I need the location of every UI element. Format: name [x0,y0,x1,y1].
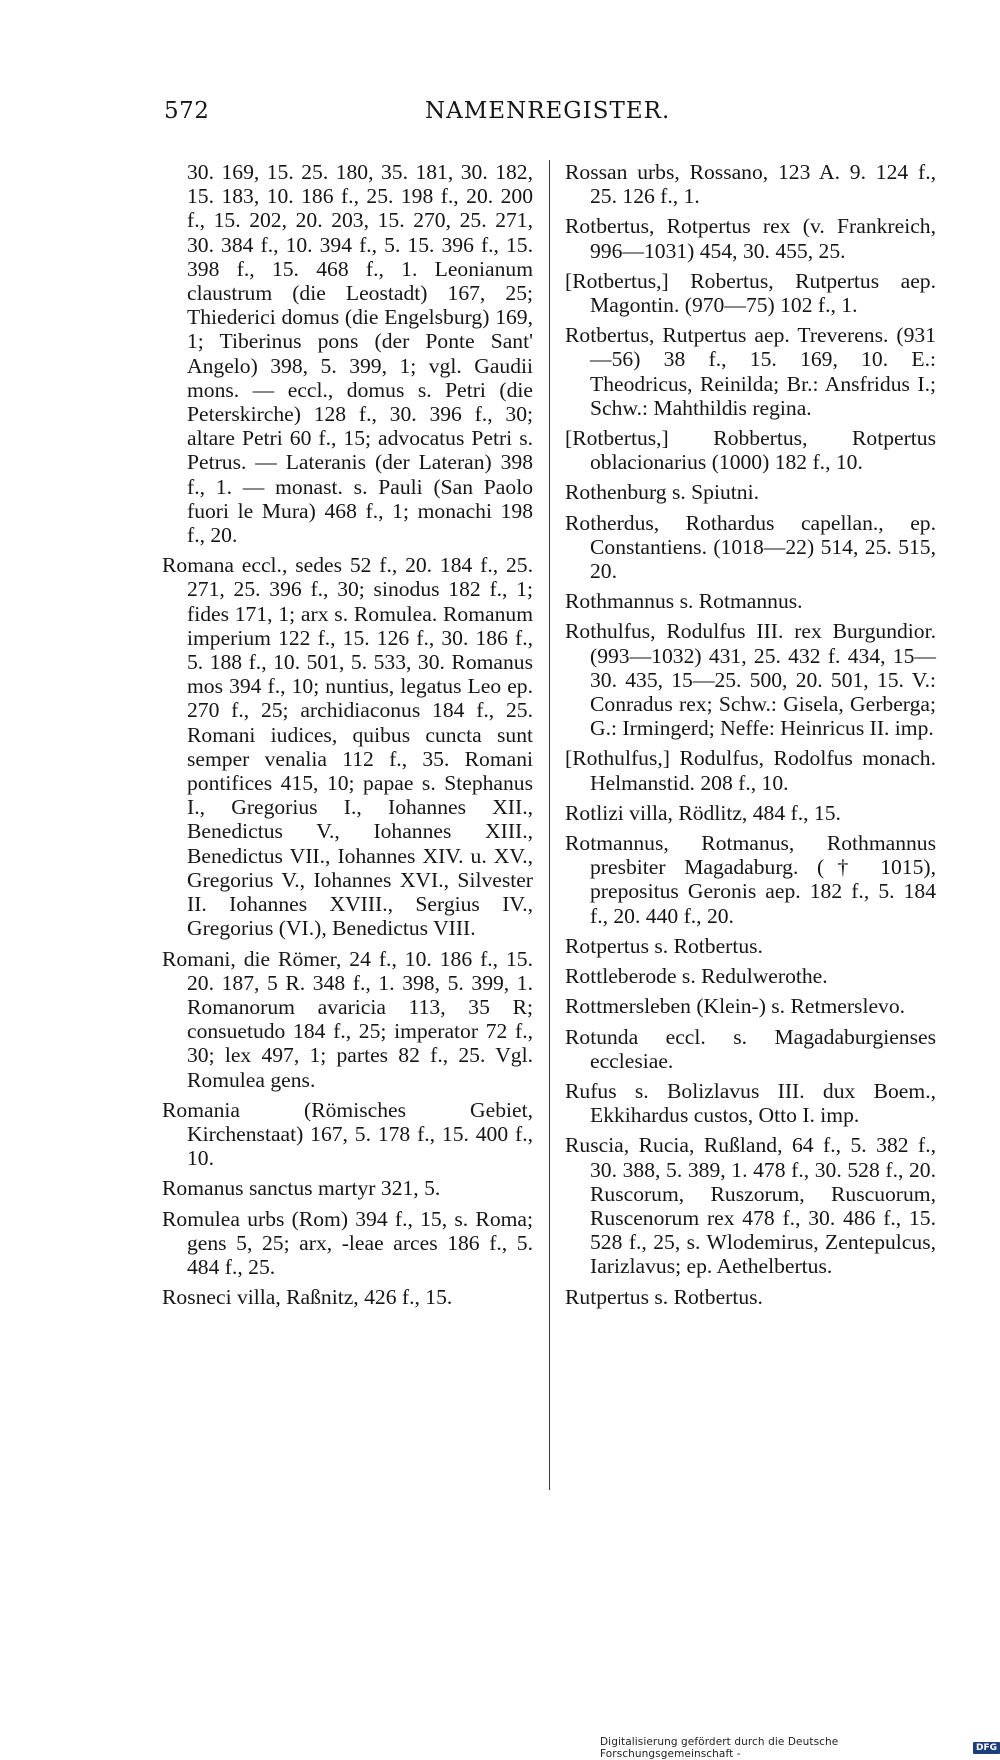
index-entry: Rotmannus, Rotmanus, Rothmannus presbiter Magadaburg. († 1015), prepositus Geronis aep. 182 f., 5. 184 f., 20. 440 f., 20. [565,831,936,928]
index-entry: Rotlizi villa, Rödlitz, 484 f., 15. [565,800,841,825]
index-entry: [Rotbertus,] Robbertus, Rotpertus oblacionarius (1000) 182 f., 10. [565,426,936,475]
index-entry: Romulea urbs (Rom) 394 f., 15, s. Roma; gens 5, 25; arx, -leae arces 186 f., 5. 484 f., 25. [162,1206,533,1279]
index-entry: Ruscia, Rucia, Rußland, 64 f., 5. 382 f., 30. 388, 5. 389, 1. 478 f., 30. 528 f., 20. Ruscorum, Ruszorum, Ruscuorum, Ruscenorum rex 478 f., 30. 486 f., 15. 528 f., 25, s. Wlodemirus, Zentepulcus, Iarizlavus; ep. Aethelbertus. [565,1133,936,1279]
index-entry: Romana eccl., sedes 52 f., 20. 184 f., 25. 271, 25. 396 f., 30; sinodus 182 f., 1; fides 171, 1; arx s. Romulea. Romanum imperium 122 f., 15. 126 f., 30. 186 f., 5. 188 f., 10. 501, 5. 533, 30. Romanus mos 394 f., 10; nuntius, legatus Leo ep. 270 f., 25; archidiaconus 184 f., 25. Romani iudices, quibus cuncta sunt semper venalia 112 f., 35. Romani pontifices 415, 10; papae s. Stephanus I., Gregorius I., Iohannes XII., Benedictus V., Iohannes XIII., Benedictus VII., Iohannes XIV. u. XV., Gregorius V., Iohannes XVI., Silvester II. Iohannes XVIII., Sergius IV., Gregorius (VI.), Benedictus VIII. [162,553,533,941]
index-entry: [Rotbertus,] Robertus, Rutpertus aep. Magontin. (970—75) 102 f., 1. [565,268,936,318]
digitization-footer [600,1736,1000,1760]
index-entry: Rotherdus, Rothardus capellan., ep. Constantiens. (1018—22) 514, 25. 515, 20. [565,510,936,584]
index-entry: Rotbertus, Rotpertus rex (v. Frankreich, 996—1031) 454, 30. 455, 25. [565,214,936,263]
index-entry: Rutpertus s. Rotbertus. [565,1284,763,1309]
index-entry: Rossan urbs, Rossano, 123 A. 9. 124 f., 25. 126 f., 1. [565,160,936,209]
index-entry: Rufus s. Bolizlavus III. dux Boem., Ekkihardus custos, Otto I. imp. [565,1078,936,1128]
running-title: NAMENREGISTER. [425,98,671,124]
left-column [162,160,533,1315]
index-entry: Rotpertus s. Rotbertus. [565,933,763,958]
index-entry: [Rothulfus,] Rodulfus, Rodolfus monach. Helmanstid. 208 f., 10. [565,746,936,795]
index-entry: Romania (Römisches Gebiet, Kirchenstaat) 167, 5. 178 f., 15. 400 f., 10. [162,1097,533,1171]
index-entry: Rothulfus, Rodulfus III. rex Burgundior. (993—1032) 431, 25. 432 f. 434, 15—30. 435, 15—25. 500, 20. 501, 15. V.: Conradus rex; Schw.: Gisela, Gerberga; G.: Irmingerd; Neffe: Heinricus II. imp. [565,619,936,741]
dfg-logo: DFG [973,1742,1000,1754]
index-entry: Rotbertus, Rutpertus aep. Treverens. (931—56) 38 f., 15. 169, 10. E.: Theodricus, Reinilda; Br.: Ansfridus I.; Schw.: Mahthildis regina. [565,323,936,420]
column-divider [549,160,550,1490]
index-entry: Romanus sanctus martyr 321, 5. [162,1176,441,1201]
index-entry: Romani, die Römer, 24 f., 10. 186 f., 15. 20. 187, 5 R. 348 f., 1. 398, 5. 399, 1. Romanorum avaricia 113, 35 R; consuetudo 184 f., 25; imperator 72 f., 30; lex 497, 1; partes 82 f., 25. Vgl. Romulea gens. [162,946,533,1092]
index-entry: Rottmersleben (Klein-) s. Retmerslevo. [565,994,906,1019]
index-entry: Rottleberode s. Redulwerothe. [565,964,828,989]
page-number: 572 [164,98,210,124]
index-entry: Rothmannus s. Rotmannus. [565,589,803,614]
index-entry: 30. 169, 15. 25. 180, 35. 181, 30. 182, 15. 183, 10. 186 f., 25. 198 f., 20. 200 f., 15. 202, 20. 203, 15. 270, 25. 271, 30. 384 f., 10. 394 f., 5. 15. 396 f., 15. 398 f., 15. 468 f., 1. Leonianum claustrum (die Leostadt) 167, 25; Thiederici domus (die Engelsburg) 169, 1; Tiberinus pons (der Ponte Sant' Angelo) 398, 5. 399, 1; vgl. Gaudii mons. — eccl., domus s. Petri (die Peterskirche) 128 f., 30. 396 f., 30; altare Petri 60 f., 15; advocatus Petri s. Petrus. — Lateranis (der Lateran) 398 f., 1. — monast. s. Pauli (San Paolo fuori le Mura) 468 f., 1; monachi 198 f., 20. [187,160,533,548]
right-column [565,160,936,1315]
index-entry: Rosneci villa, Raßnitz, 426 f., 15. [162,1285,453,1310]
footer-note: Digitalisierung gefördert durch die Deutsche Forschungsgemeinschaft - [600,1736,839,1760]
index-entry: Rotunda eccl. s. Magadaburgienses ecclesiae. [565,1024,936,1073]
index-entry: Rothenburg s. Spiutni. [565,480,759,505]
